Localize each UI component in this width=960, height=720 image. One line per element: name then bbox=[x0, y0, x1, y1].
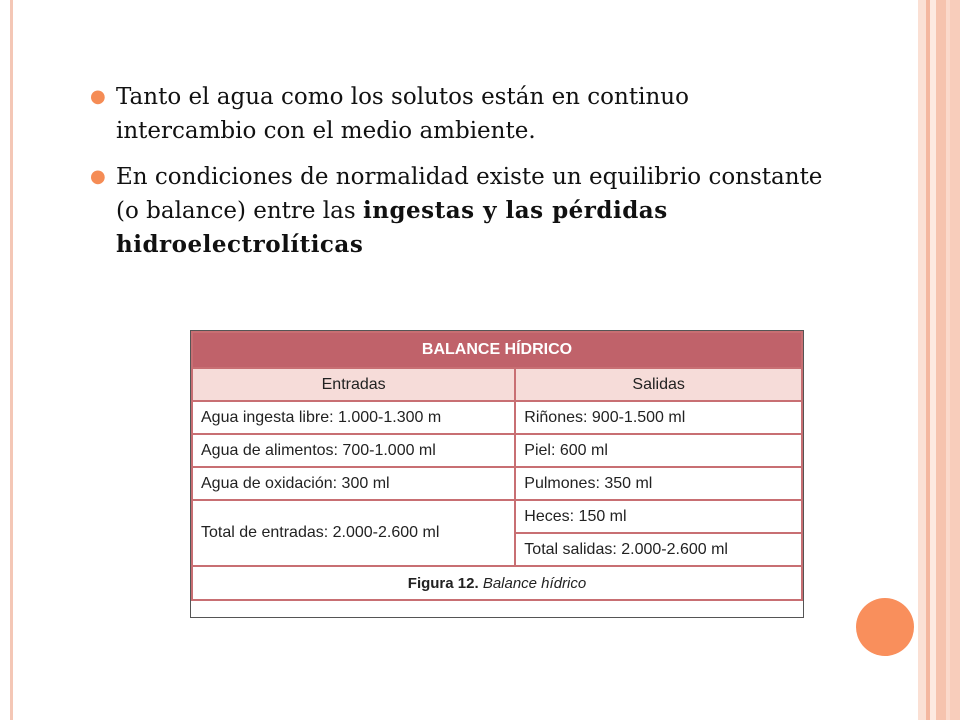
total-salidas-cell: Total salidas: 2.000-2.600 ml bbox=[515, 533, 802, 566]
column-header-entradas: Entradas bbox=[192, 368, 515, 401]
table-cell: Pulmones: 350 ml bbox=[515, 467, 802, 500]
table-cell: Agua de oxidación: 300 ml bbox=[192, 467, 515, 500]
balance-table bbox=[191, 331, 803, 601]
table-row bbox=[192, 401, 802, 434]
caption-text: Balance hídrico bbox=[482, 574, 587, 592]
decorative-circle bbox=[856, 598, 914, 656]
table-cell: Agua ingesta libre: 1.000-1.300 m bbox=[192, 401, 515, 434]
figure-caption bbox=[192, 566, 802, 600]
column-header-salidas: Salidas bbox=[515, 368, 802, 401]
bullet-item bbox=[90, 80, 830, 148]
table-cell: Agua de alimentos: 700-1.000 ml bbox=[192, 434, 515, 467]
total-entradas-cell: Total de entradas: 2.000-2.600 ml bbox=[192, 500, 515, 566]
table-row bbox=[192, 500, 802, 533]
caption-label: Figura 12. bbox=[407, 574, 479, 592]
slide-left-border bbox=[10, 0, 13, 720]
decorative-stripe bbox=[950, 0, 960, 720]
decorative-stripe bbox=[918, 0, 926, 720]
bullet-list bbox=[90, 80, 830, 274]
table-row bbox=[192, 434, 802, 467]
table-cell: Riñones: 900-1.500 ml bbox=[515, 401, 802, 434]
table-title: BALANCE HÍDRICO bbox=[192, 332, 802, 368]
bullet-bold-text: ingestas y las pérdidas hidroelectrolíticas bbox=[116, 197, 668, 258]
bullet-text: Tanto el agua como los solutos están en continuo intercambio con el medio ambiente. bbox=[116, 84, 689, 144]
table-cell: Heces: 150 ml bbox=[515, 500, 802, 533]
decorative-stripe bbox=[936, 0, 946, 720]
balance-table-figure bbox=[190, 330, 804, 618]
bullet-icon: ● bbox=[90, 166, 106, 187]
bullet-text: En condiciones de normalidad existe un equilibrio constante (o balance) entre las bbox=[116, 164, 823, 224]
bullet-icon: ● bbox=[90, 86, 106, 107]
bullet-item bbox=[90, 160, 830, 262]
table-row bbox=[192, 467, 802, 500]
table-cell: Piel: 600 ml bbox=[515, 434, 802, 467]
